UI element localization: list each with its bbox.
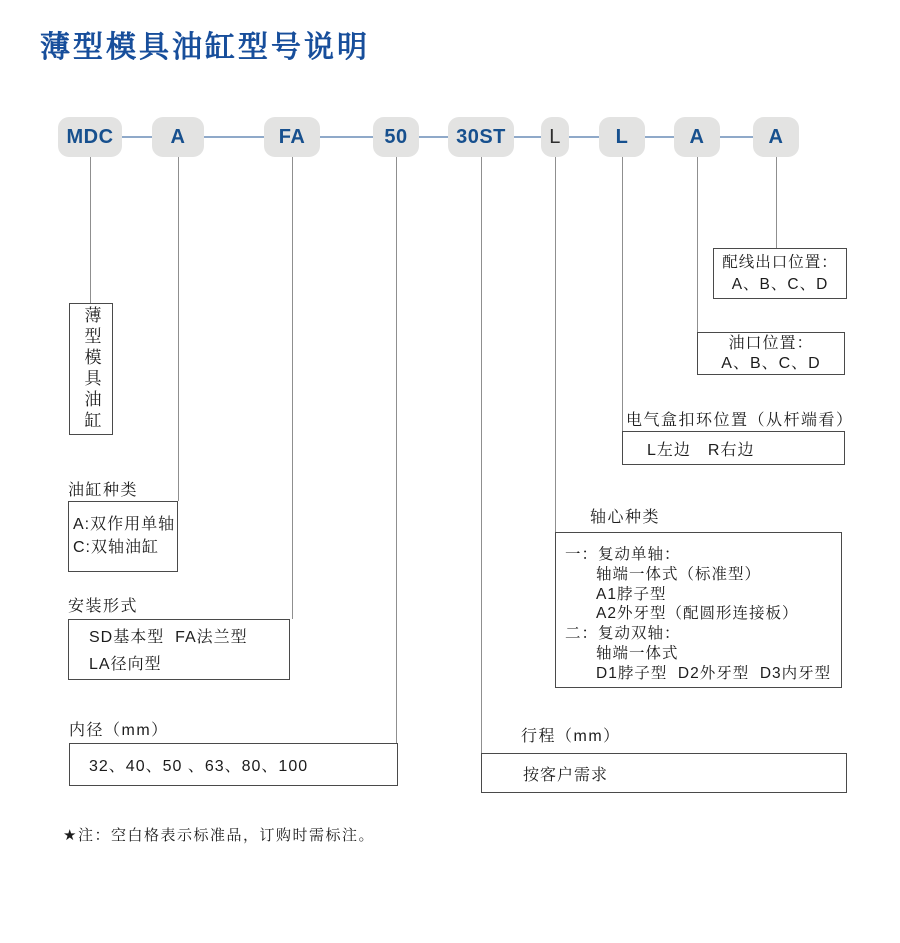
cylinder-type-option: A:双作用单轴: [73, 516, 176, 533]
oil-port-title: 油口位置：: [728, 334, 814, 352]
shaft-type-box: [555, 532, 842, 688]
electric-box-label: 电气盒扣环位置（从杆端看）: [626, 412, 854, 429]
shaft-type-line: 一：复动单轴：: [565, 546, 681, 563]
electric-box-options: L左边 R右边: [647, 441, 755, 459]
drop-line-stroke: [481, 157, 482, 753]
code-segment-oil-port-position: A: [674, 117, 720, 157]
stroke-box: [481, 753, 847, 793]
shaft-type-line: A1脖子型: [596, 585, 667, 603]
shaft-type-label: 轴心种类: [590, 509, 661, 526]
drop-line-cylinder-type: [178, 157, 179, 501]
bore-label: 内径（mm）: [69, 722, 169, 739]
code-segment-stroke: 30ST: [448, 117, 514, 157]
mount-type-box: [68, 619, 290, 680]
cylinder-type-label: 油缸种类: [68, 482, 139, 499]
shaft-type-line: 轴端一体式: [596, 644, 679, 662]
shaft-type-line: A2外牙型（配圆形连接板）: [596, 605, 799, 623]
code-segment-electric-box-position: L: [599, 117, 645, 157]
shaft-type-line: 轴端一体式（标准型）: [596, 565, 762, 583]
oil-port-options: A、B、C、D: [721, 354, 821, 372]
code-segment-cylinder-type: A: [152, 117, 204, 157]
wiring-outlet-title: 配线出口位置：: [722, 253, 838, 271]
cylinder-type-box: [68, 501, 178, 572]
drop-line-oil-port: [697, 157, 698, 332]
stroke-value: 按客户需求: [523, 766, 609, 784]
stroke-label: 行程（mm）: [521, 728, 621, 745]
shaft-type-line: D1脖子型 D2外牙型 D3内牙型: [596, 664, 832, 682]
mount-type-option: LA径向型: [89, 656, 162, 673]
mount-type-option: SD基本型 FA法兰型: [89, 629, 248, 646]
wiring-outlet-options: A、B、C、D: [731, 275, 829, 293]
oil-port-box: [697, 332, 845, 375]
footnote: ★注：空白格表示标准品，订购时需标注。: [63, 827, 375, 844]
drop-line-mount-type: [292, 157, 293, 619]
code-segment-mount-type: FA: [264, 117, 320, 157]
series-name-box: [69, 303, 113, 435]
bore-box: [69, 743, 398, 786]
code-segment-mdc: MDC: [58, 117, 122, 157]
drop-line-series: [90, 157, 91, 303]
drop-line-shaft-type: [555, 157, 556, 532]
code-segment-shaft-type: L: [541, 117, 569, 157]
series-name-text: 薄型模具油缸: [81, 306, 101, 432]
electric-box-box: [622, 431, 845, 465]
bore-values: 32、40、50 、63、80、100: [89, 758, 309, 775]
mount-type-label: 安装形式: [68, 598, 139, 615]
code-segment-bore: 50: [373, 117, 419, 157]
wiring-outlet-box: [713, 248, 847, 299]
drop-line-bore: [396, 157, 397, 743]
drop-line-electric-box: [622, 157, 623, 431]
drop-line-wiring-outlet: [776, 157, 777, 248]
code-segment-wiring-outlet-position: A: [753, 117, 799, 157]
shaft-type-line: 二：复动双轴：: [565, 625, 681, 643]
page-title: 薄型模具油缸型号说明: [40, 31, 370, 64]
cylinder-type-option: C:双轴油缸: [73, 539, 160, 556]
